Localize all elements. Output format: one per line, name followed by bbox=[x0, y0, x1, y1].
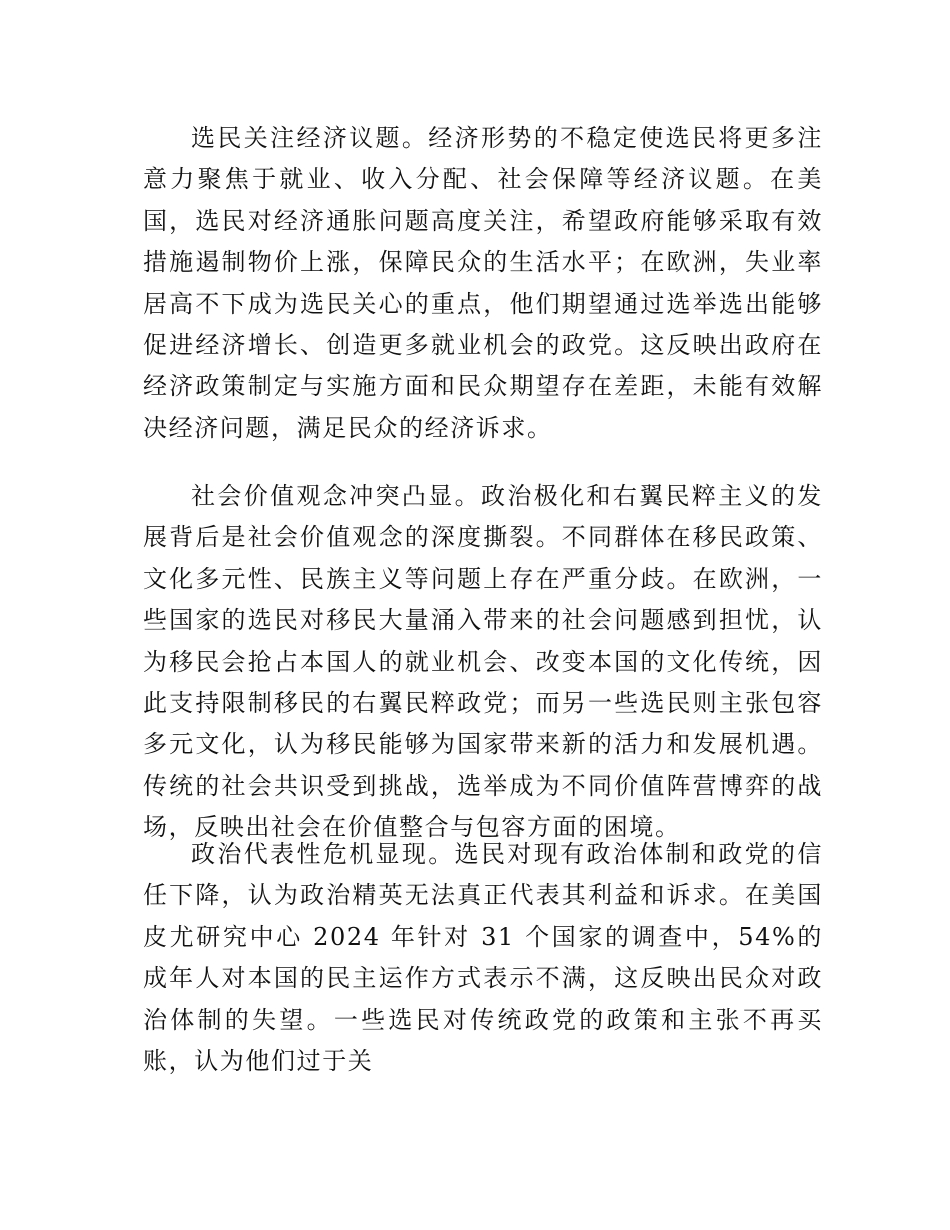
paragraph-economic-issues: 选民关注经济议题。经济形势的不稳定使选民将更多注意力聚焦于就业、收入分配、社会保障等经济议题。在美国，选民对经济通胀问题高度关注，希望政府能够采取有效措施遏制物价上涨，保障民众的生活水平；在欧洲，失业率居高不下成为选民关心的重点，他们期望通过选举选出能够促进经济增长、创造更多就业机会的政党。这反映出政府在经济政策制定与实施方面和民众期望存在差距，未能有效解决经济问题，满足民众的经济诉求。 bbox=[143, 124, 823, 442]
paragraph-political-representation: 政治代表性危机显现。选民对现有政治体制和政党的信任下降，认为政治精英无法真正代表其利益和诉求。在美国皮尤研究中心 2024 年针对 31 个国家的调查中，54%的成年人对本国的民主运作方式表示不满，这反映出民众对政治体制的失望。一些选民对传统政党的政策和主张不再买账，认为他们过于关 bbox=[143, 840, 823, 1076]
paragraph-social-values: 社会价值观念冲突凸显。政治极化和右翼民粹主义的发展背后是社会价值观念的深度撕裂。不同群体在移民政策、文化多元性、民族主义等问题上存在严重分歧。在欧洲，一些国家的选民对移民大量涌入带来的社会问题感到担忧，认为移民会抢占本国人的就业机会、改变本国的文化传统，因此支持限制移民的右翼民粹政党；而另一些选民则主张包容多元文化，认为移民能够为国家带来新的活力和发展机遇。传统的社会共识受到挑战，选举成为不同价值阵营博弈的战场，反映出社会在价值整合与包容方面的困境。 bbox=[143, 482, 823, 842]
